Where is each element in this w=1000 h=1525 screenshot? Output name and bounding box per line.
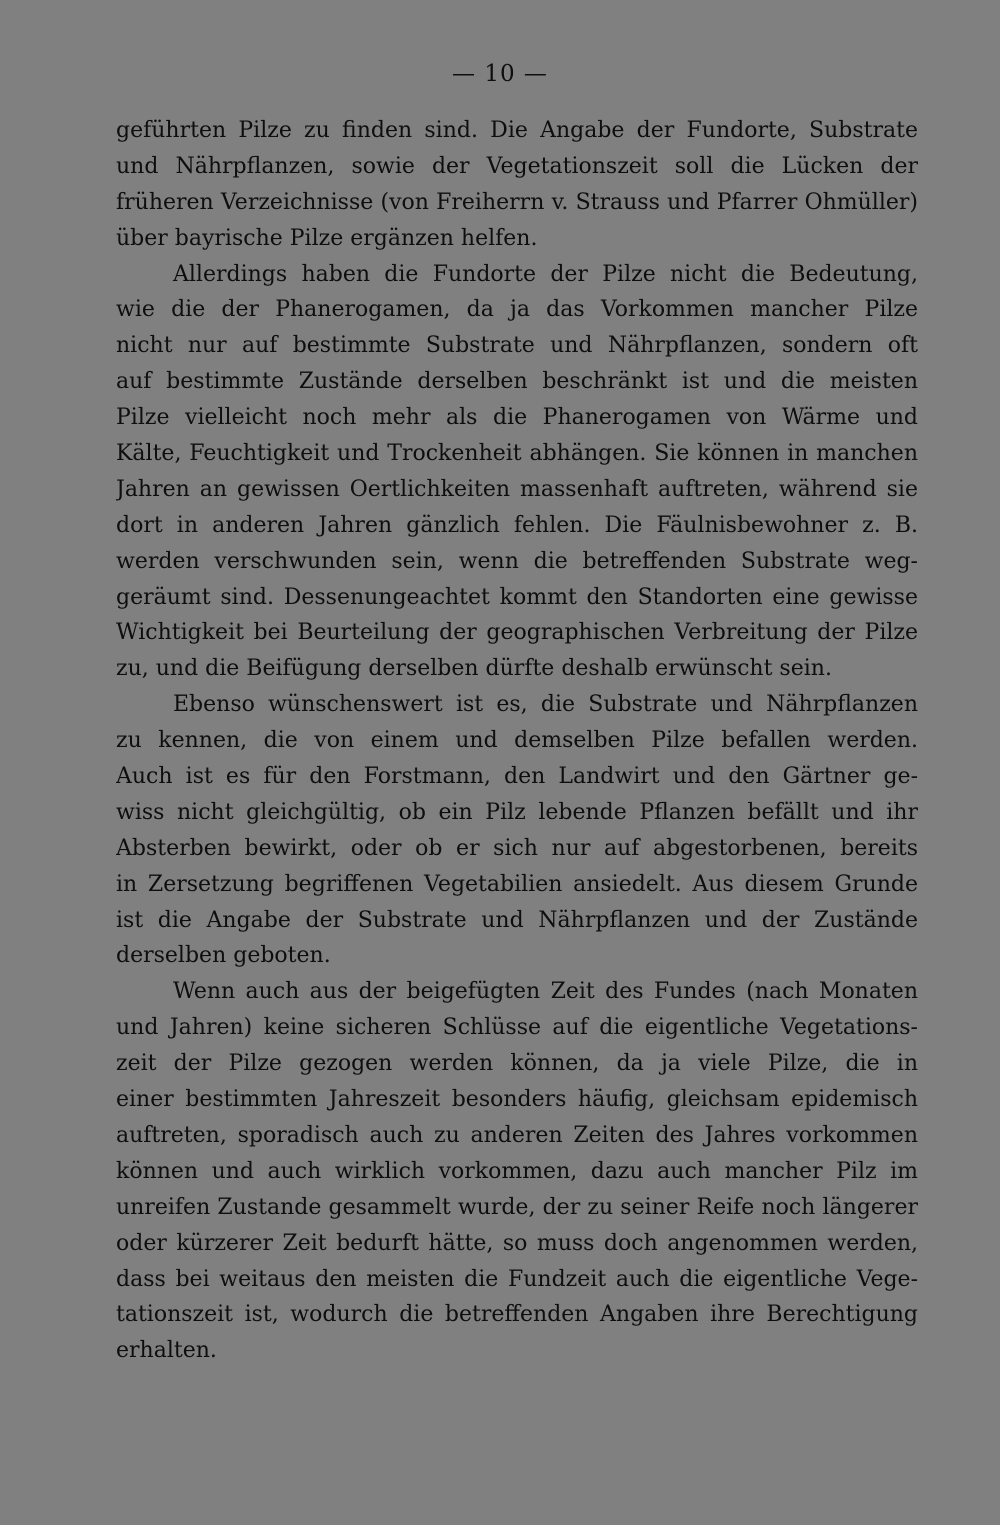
text-line: derselben geboten. [116,943,331,969]
text-line: zu kennen, die von einem und demselben Pilze befallen werden. [116,728,918,754]
paragraph [116,974,918,1369]
text-line: oder kürzerer Zeit bedurft hätte, so muss doch angenommen werden, [116,1230,918,1256]
text-line: erhalten. [116,1338,217,1364]
text-line: Kälte, Feuchtigkeit und Trockenheit abhängen. Sie können in manchen [116,441,918,467]
page-body-text [116,113,918,1369]
text-line: Auch ist es für den Forstmann, den Landwirt und den Gärtner ge- [116,764,918,790]
text-line: dass bei weitaus den meisten die Fundzeit auch die eigentliche Vege- [116,1266,918,1292]
text-line: auftreten, sporadisch auch zu anderen Zeiten des Jahres vorkommen [116,1122,918,1148]
text-line: in Zersetzung begriffenen Vegetabilien ansiedelt. Aus diesem Grunde [116,871,918,897]
text-line: Jahren an gewissen Oertlichkeiten massenhaft auftreten, während sie [116,476,918,502]
text-line: Ebenso wünschenswert ist es, die Substrate und Nährpflanzen [173,692,918,718]
text-line: früheren Verzeichnisse (von Freiherrn v. Strauss und Pfarrer Ohmüller) [116,189,918,215]
text-line: zeit der Pilze gezogen werden können, da ja viele Pilze, die in [116,1051,918,1077]
text-line: und Nährpflanzen, sowie der Vegetationszeit soll die Lücken der [116,153,918,179]
text-line: geführten Pilze zu finden sind. Die Angabe der Fundorte, Substrate [116,118,918,143]
paragraph [116,687,918,974]
text-line: zu, und die Beifügung derselben dürfte deshalb erwünscht sein. [116,656,832,682]
page-number: — 10 — [452,61,548,87]
paragraph [116,113,918,257]
paragraph [116,257,918,688]
text-line: tationszeit ist, wodurch die betreffenden Angaben ihre Berechtigung [116,1302,918,1328]
text-line: Pilze vielleicht noch mehr als die Phanerogamen von Wärme und [116,405,918,431]
text-line: dort in anderen Jahren gänzlich fehlen. Die Fäulnisbewohner z. B. [116,512,918,538]
text-line: Absterben bewirkt, oder ob er sich nur auf abgestorbenen, bereits [116,835,918,861]
text-line: nicht nur auf bestimmte Substrate und Nährpflanzen, sondern oft [116,333,918,359]
text-line: können und auch wirklich vorkommen, dazu auch mancher Pilz im [116,1158,918,1184]
text-line: und Jahren) keine sicheren Schlüsse auf die eigentliche Vegetations- [116,1015,918,1041]
text-line: wie die der Phanerogamen, da ja das Vorkommen mancher Pilze [116,297,918,323]
text-line: Wichtigkeit bei Beurteilung der geographischen Verbreitung der Pilze [116,620,918,646]
text-line: unreifen Zustande gesammelt wurde, der zu seiner Reife noch längerer [116,1194,918,1220]
text-line: über bayrische Pilze ergänzen helfen. [116,225,538,251]
text-line: werden verschwunden sein, wenn die betreffenden Substrate weg- [116,548,918,574]
text-line: einer bestimmten Jahreszeit besonders häufig, gleichsam epidemisch [116,1087,918,1113]
text-line: auf bestimmte Zustände derselben beschränkt ist und die meisten [116,369,918,395]
text-line: ist die Angabe der Substrate und Nährpflanzen und der Zustände [116,907,918,933]
text-line: geräumt sind. Dessenungeachtet kommt den Standorten eine gewisse [116,584,918,610]
text-line: Wenn auch aus der beigefügten Zeit des Fundes (nach Monaten [173,979,918,1005]
text-line: Allerdings haben die Fundorte der Pilze nicht die Bedeutung, [173,261,918,287]
text-line: wiss nicht gleichgültig, ob ein Pilz lebende Pflanzen befällt und ihr [116,799,918,825]
